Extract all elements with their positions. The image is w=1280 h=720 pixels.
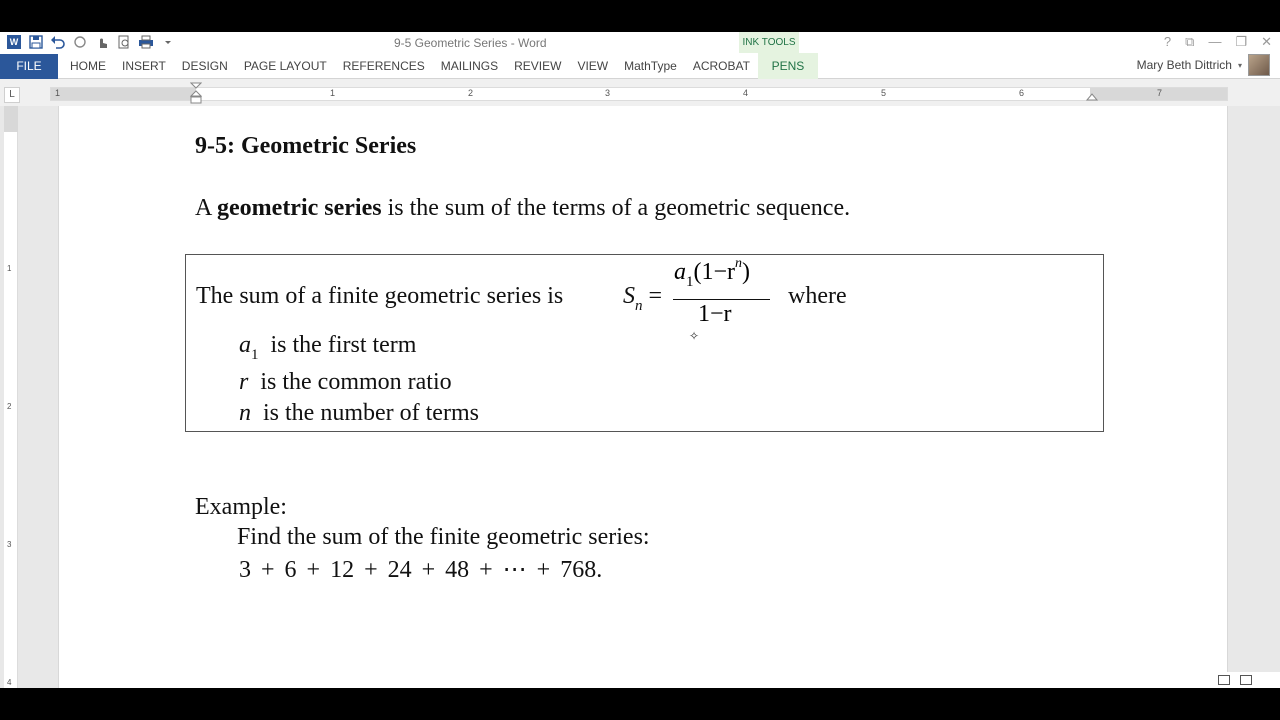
def-a-symbol: a <box>239 332 251 358</box>
intro-prefix: A <box>195 195 218 221</box>
title-bar <box>0 32 1280 53</box>
ribbon-tabs <box>0 53 1280 79</box>
fraction-bar <box>673 299 770 300</box>
user-name[interactable]: Mary Beth Dittrich <box>1136 58 1232 72</box>
numerator-a: a <box>674 259 686 285</box>
ruler-number: 6 <box>1019 88 1025 98</box>
ruler-number: 1 <box>330 88 336 98</box>
numerator-paren: (1−r <box>693 259 736 285</box>
ruler-number: 7 <box>1157 88 1163 98</box>
example-label: Example: <box>195 494 287 520</box>
undo-icon[interactable] <box>50 34 66 50</box>
def-a-subscript: 1 <box>251 347 259 363</box>
def-n-symbol: n <box>239 400 251 426</box>
help-icon[interactable]: ? <box>1163 34 1172 49</box>
word-icon[interactable]: W <box>6 34 22 50</box>
tab-page-layout[interactable]: PAGE LAYOUT <box>243 59 327 73</box>
tab-acrobat[interactable]: ACROBAT <box>692 59 750 73</box>
example-prompt: Find the sum of the finite geometric series: <box>237 524 650 550</box>
avatar[interactable] <box>1248 54 1270 76</box>
equals-sign: = <box>642 283 663 309</box>
tab-mathtype[interactable]: MathType <box>624 59 677 73</box>
tab-file[interactable]: FILE <box>0 54 58 79</box>
definition-paragraph <box>195 195 850 222</box>
formula-box <box>185 254 1104 432</box>
def-a-text: is the first term <box>270 332 417 358</box>
formula-lhs-symbol: S <box>623 283 635 309</box>
tab-references[interactable]: REFERENCES <box>342 59 425 73</box>
tab-review[interactable]: REVIEW <box>514 59 562 73</box>
window-controls <box>1164 34 1272 50</box>
example-series: 3 + 6 + 12 + 24 + 48 + ⋯ + 768. <box>239 557 603 583</box>
ruler-number: 1 <box>55 88 61 98</box>
definition-n <box>239 400 479 427</box>
tab-design[interactable]: DESIGN <box>181 59 228 73</box>
view-buttons <box>1210 672 1280 688</box>
indent-marker-icon[interactable] <box>190 82 202 106</box>
formula-lead-text: The sum of a finite geometric series is <box>196 283 564 309</box>
tab-selector[interactable]: L <box>4 87 20 103</box>
right-indent-marker-icon[interactable] <box>1086 91 1098 101</box>
formula-lhs <box>623 283 663 314</box>
bottom-letterbox <box>0 688 1280 720</box>
vertical-ruler[interactable] <box>4 106 18 688</box>
tab-view[interactable]: VIEW <box>577 59 609 73</box>
window-title: 9-5 Geometric Series - Word <box>394 36 547 50</box>
tab-list <box>62 53 818 79</box>
chevron-down-icon[interactable]: ▾ <box>1237 60 1242 70</box>
numerator-a-subscript: 1 <box>686 274 694 290</box>
save-icon[interactable] <box>28 34 44 50</box>
horizontal-ruler[interactable] <box>50 87 1228 101</box>
def-r-symbol: r <box>239 369 249 395</box>
tab-pens[interactable]: PENS <box>758 53 818 79</box>
definition-a <box>239 332 417 363</box>
redo-icon[interactable] <box>72 34 88 50</box>
ruler-number: 4 <box>7 678 12 687</box>
definition-r <box>239 369 452 396</box>
ruler-number: 3 <box>7 540 12 549</box>
page-title: 9-5: Geometric Series <box>195 133 417 159</box>
print-layout-icon[interactable] <box>1218 675 1230 685</box>
user-account[interactable] <box>1137 54 1270 76</box>
intro-bold-term: geometric series <box>217 195 382 221</box>
formula-numerator <box>674 256 751 290</box>
formula-where: where <box>788 283 847 309</box>
close-icon[interactable]: ✕ <box>1261 34 1272 49</box>
numerator-exponent: n <box>735 256 743 271</box>
print-icon[interactable] <box>138 34 154 50</box>
intro-suffix: is the sum of the terms of a geometric sequence. <box>381 195 851 221</box>
web-layout-icon[interactable] <box>1240 675 1252 685</box>
ink-tools-label: INK TOOLS <box>739 32 799 53</box>
ruler-number: 3 <box>605 88 611 98</box>
formula-denominator: 1−r <box>698 301 732 327</box>
document-workspace <box>0 106 1280 688</box>
quick-access-toolbar <box>6 34 176 50</box>
tab-home[interactable]: HOME <box>70 59 106 73</box>
def-r-text: is the common ratio <box>260 369 452 395</box>
top-letterbox <box>0 0 1280 32</box>
top-margin-shade <box>4 106 18 132</box>
ruler-number: 1 <box>7 264 12 273</box>
left-margin-shade <box>51 88 196 100</box>
ruler-number: 5 <box>881 88 887 98</box>
tab-mailings[interactable]: MAILINGS <box>440 59 499 73</box>
cursor-crosshair-icon: ✧ <box>689 329 700 343</box>
numerator-close: ) <box>742 259 751 285</box>
tab-insert[interactable]: INSERT <box>122 59 166 73</box>
customize-icon[interactable] <box>160 34 176 50</box>
ruler-number: 4 <box>743 88 749 98</box>
document-page[interactable] <box>58 106 1228 688</box>
ruler-strip <box>0 79 1280 106</box>
minimize-icon[interactable]: — <box>1208 34 1222 49</box>
ribbon-display-icon[interactable]: ⧉ <box>1185 34 1195 49</box>
formula-lhs-subscript: n <box>635 298 643 314</box>
print-preview-icon[interactable] <box>116 34 132 50</box>
touch-mode-icon[interactable] <box>94 34 110 50</box>
ruler-number: 2 <box>468 88 474 98</box>
ruler-number: 2 <box>7 402 12 411</box>
def-n-text: is the number of terms <box>263 400 479 426</box>
restore-icon[interactable]: ❐ <box>1235 34 1248 49</box>
